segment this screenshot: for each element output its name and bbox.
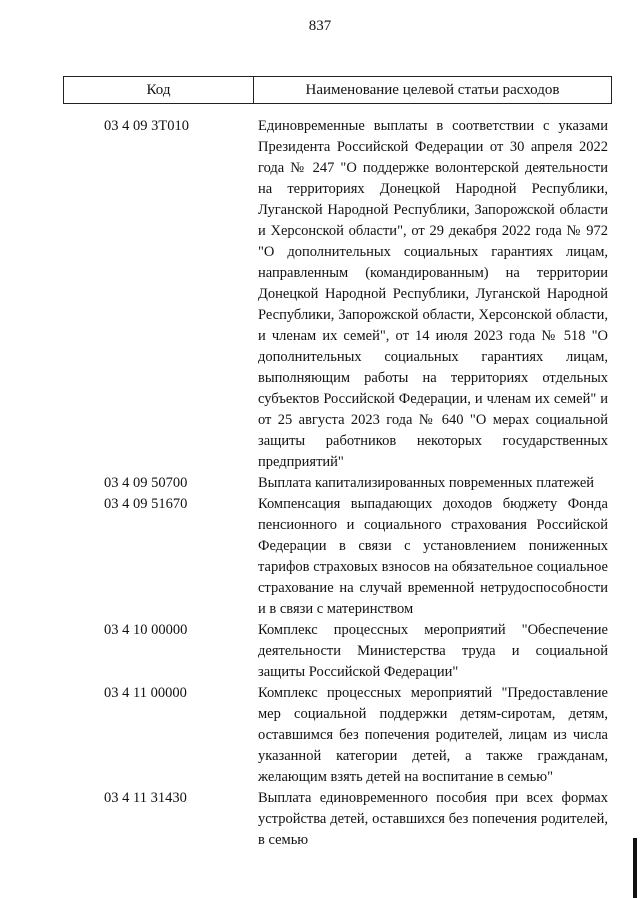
row-description: Выплата единовременного пособия при всех формах устройства детей, оставшихся без попечения родителей, в семью	[258, 790, 608, 848]
row-code: 03 4 11 31430	[104, 790, 187, 806]
table-row	[0, 494, 640, 620]
row-code: 03 4 09 3Т010	[104, 118, 189, 134]
table-body	[0, 116, 640, 851]
page-number: 837	[308, 18, 332, 34]
table-row	[0, 116, 640, 473]
table-row	[0, 683, 640, 788]
row-code: 03 4 10 00000	[104, 622, 188, 638]
column-header-name: Наименование целевой статьи расходов	[305, 82, 560, 98]
table-row	[0, 620, 640, 683]
row-description: Компенсация выпадающих доходов бюджету Фонда пенсионного и социального страхования Российской Федерации в связи с установлением пониженных тарифов страховых взносов на обязательное социальное страхование на случай временной нетрудоспособности и в связи с материнством	[258, 496, 608, 617]
row-code: 03 4 09 50700	[104, 475, 188, 491]
row-code: 03 4 09 51670	[104, 496, 188, 512]
row-description: Единовременные выплаты в соответствии с указами Президента Российской Федерации от 30 апреля 2022 года № 247 "О поддержке волонтерской деятельности на территориях Донецкой Народной Республики, Луганской Народной Республики, Запорожской области и Херсонской области", от 29 декабря 2022 года № 972 "О дополнительных социальных гарантиях лицам, направленным (командированным) на территории Донецкой Народной Республики, Луганской Народной Республики, Запорожской области, Херсонской области, и членам их семей", от 14 июля 2023 года № 518 "О дополнительных социальных гарантиях лицам, выполняющим работы на территориях отдельных субъектов Российской Федерации, и членам их семей" и от 25 августа 2023 года № 640 "О мерах социальной защиты работников некоторых государственных предприятий"	[258, 118, 608, 470]
column-header-code: Код	[64, 77, 254, 103]
table-row	[0, 788, 640, 851]
row-description: Комплекс процессных мероприятий "Обеспечение деятельности Министерства труда и социальной защиты Российской Федерации"	[258, 622, 608, 680]
table-header	[63, 76, 612, 104]
row-description: Комплекс процессных мероприятий "Предоставление мер социальной поддержки детям-сиротам, детям, оставшимся без попечения родителей, лицам из числа указанной категории детей, а также гражданам, желающим взять детей на воспитание в семью"	[258, 685, 608, 785]
scan-edge-mark	[633, 838, 637, 898]
table-row	[0, 473, 640, 494]
row-description: Выплата капитализированных повременных платежей	[258, 475, 595, 491]
row-code: 03 4 11 00000	[104, 685, 187, 701]
